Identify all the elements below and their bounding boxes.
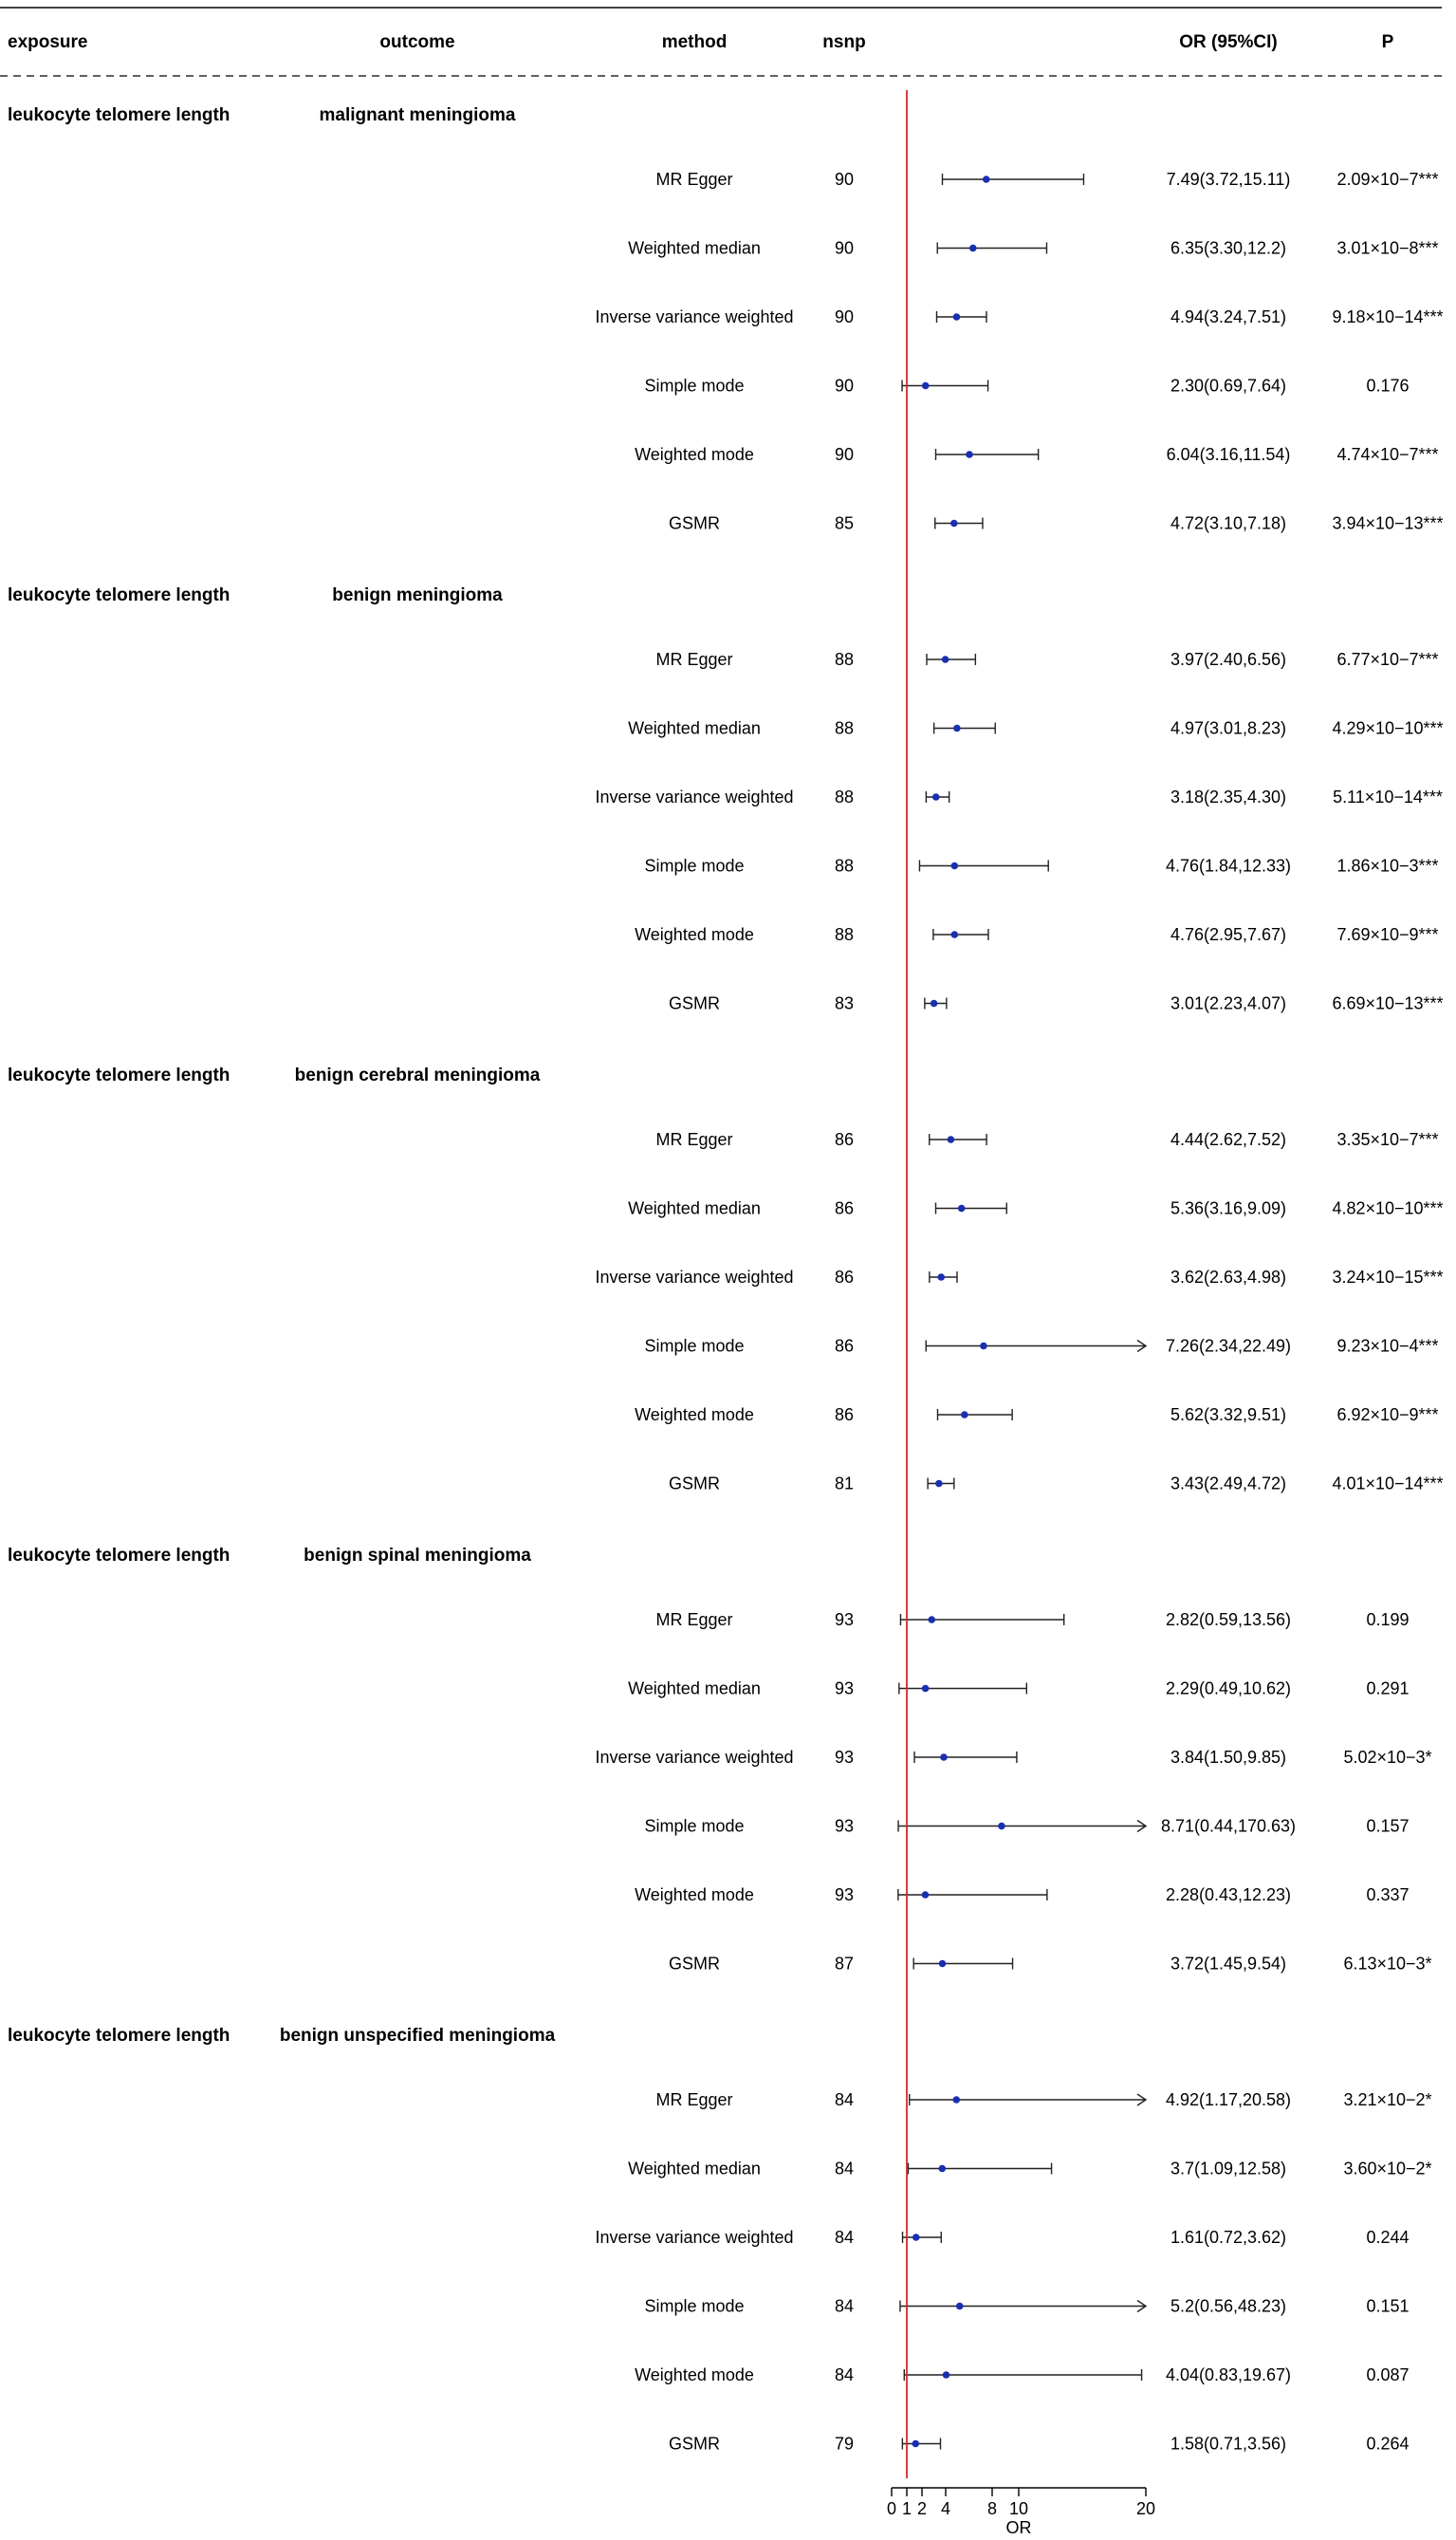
method-label: Simple mode bbox=[644, 376, 745, 396]
or-ci-value: 4.44(2.62,7.52) bbox=[1170, 1130, 1287, 1149]
group-outcome: benign cerebral meningioma bbox=[294, 1066, 541, 1085]
or-ci-value: 4.92(1.17,20.58) bbox=[1165, 2090, 1292, 2109]
method-label: MR Egger bbox=[655, 170, 733, 189]
or-ci-value: 4.97(3.01,8.23) bbox=[1170, 718, 1287, 738]
nsnp-value: 84 bbox=[834, 2159, 855, 2178]
x-tick-label: 10 bbox=[1008, 2499, 1029, 2518]
method-label: MR Egger bbox=[655, 650, 733, 669]
nsnp-value: 86 bbox=[834, 1405, 855, 1424]
or-ci-value: 4.72(3.10,7.18) bbox=[1170, 513, 1287, 533]
table-row bbox=[669, 2435, 1410, 2454]
method-label: Weighted median bbox=[628, 238, 761, 258]
method-label: Weighted median bbox=[628, 1678, 761, 1698]
p-value: 5.02×10−3* bbox=[1343, 1748, 1432, 1767]
table-row bbox=[669, 514, 1444, 533]
method-label: Weighted mode bbox=[635, 1885, 754, 1904]
method-label: Weighted mode bbox=[635, 445, 754, 464]
group-outcome: benign meningioma bbox=[332, 585, 503, 605]
table-row bbox=[635, 1885, 1409, 1904]
or-point bbox=[969, 245, 977, 252]
or-point bbox=[922, 1891, 930, 1899]
nsnp-value: 84 bbox=[834, 2296, 855, 2316]
x-tick-label: 4 bbox=[940, 2499, 951, 2518]
method-label: GSMR bbox=[669, 2434, 720, 2454]
x-axis-label: OR bbox=[1005, 2518, 1032, 2537]
table-row bbox=[644, 1817, 1409, 1836]
or-point bbox=[980, 1343, 987, 1350]
nsnp-value: 84 bbox=[834, 2365, 855, 2384]
or-ci-value: 2.29(0.49,10.62) bbox=[1165, 1678, 1292, 1698]
table-row bbox=[655, 170, 1438, 189]
x-tick-label: 0 bbox=[886, 2499, 897, 2518]
p-value: 0.337 bbox=[1366, 1885, 1410, 1904]
or-ci-value: 2.82(0.59,13.56) bbox=[1165, 1610, 1292, 1629]
table-row bbox=[628, 2160, 1431, 2178]
method-label: Simple mode bbox=[644, 1336, 745, 1356]
or-ci-value: 7.26(2.34,22.49) bbox=[1165, 1336, 1292, 1356]
or-ci-value: 4.94(3.24,7.51) bbox=[1170, 307, 1287, 326]
table-row bbox=[595, 307, 1443, 326]
or-ci-value: 5.36(3.16,9.09) bbox=[1170, 1198, 1287, 1218]
p-value: 3.60×10−2* bbox=[1343, 2159, 1432, 2178]
or-ci-value: 6.35(3.30,12.2) bbox=[1170, 238, 1287, 258]
nsnp-value: 79 bbox=[834, 2434, 855, 2454]
p-value: 9.23×10−4*** bbox=[1336, 1336, 1439, 1356]
or-point bbox=[953, 725, 961, 732]
or-point bbox=[939, 1960, 947, 1968]
nsnp-value: 90 bbox=[834, 238, 855, 258]
or-ci-value: 4.76(1.84,12.33) bbox=[1165, 856, 1292, 876]
method-label: Inverse variance weighted bbox=[595, 788, 794, 806]
method-label: Weighted mode bbox=[635, 925, 754, 944]
nsnp-value: 81 bbox=[834, 1474, 855, 1493]
or-point bbox=[922, 382, 930, 390]
table-row bbox=[635, 2365, 1409, 2384]
or-ci-value: 1.58(0.71,3.56) bbox=[1170, 2434, 1287, 2454]
nsnp-value: 83 bbox=[834, 993, 855, 1013]
p-value: 4.29×10−10*** bbox=[1332, 718, 1444, 738]
table-row bbox=[628, 719, 1443, 738]
method-label: Simple mode bbox=[644, 2296, 745, 2316]
or-point bbox=[938, 2165, 946, 2173]
or-point bbox=[961, 1411, 968, 1418]
or-ci-value: 3.43(2.49,4.72) bbox=[1170, 1474, 1287, 1493]
p-value: 6.69×10−13*** bbox=[1332, 993, 1444, 1013]
table-row bbox=[644, 2297, 1409, 2316]
table-row bbox=[635, 445, 1438, 464]
header-exposure: exposure bbox=[8, 32, 88, 52]
nsnp-value: 86 bbox=[834, 1198, 855, 1218]
group-outcome: benign unspecified meningioma bbox=[279, 2026, 556, 2046]
or-point bbox=[922, 1685, 930, 1693]
or-point bbox=[998, 1823, 1005, 1830]
table-row bbox=[669, 1474, 1444, 1493]
p-value: 3.21×10−2* bbox=[1343, 2090, 1432, 2109]
group-exposure: leukocyte telomere length bbox=[8, 585, 230, 605]
or-point bbox=[943, 2371, 950, 2379]
nsnp-value: 85 bbox=[834, 513, 855, 533]
or-ci-value: 3.84(1.50,9.85) bbox=[1170, 1748, 1287, 1767]
method-label: Weighted median bbox=[628, 2159, 761, 2178]
p-value: 0.151 bbox=[1366, 2296, 1410, 2316]
x-tick-label: 20 bbox=[1135, 2499, 1156, 2518]
or-point bbox=[942, 656, 949, 663]
method-label: MR Egger bbox=[655, 1130, 733, 1149]
nsnp-value: 88 bbox=[834, 788, 855, 806]
group-exposure: leukocyte telomere length bbox=[8, 2026, 230, 2046]
group-exposure: leukocyte telomere length bbox=[8, 1066, 230, 1085]
method-label: Weighted mode bbox=[635, 2365, 754, 2384]
method-label: Inverse variance weighted bbox=[595, 1268, 794, 1287]
or-point bbox=[948, 1136, 955, 1143]
table-row bbox=[628, 1199, 1443, 1218]
p-value: 2.09×10−7*** bbox=[1336, 170, 1439, 189]
table-row bbox=[595, 788, 1442, 806]
or-point bbox=[952, 2096, 960, 2104]
or-point bbox=[951, 862, 959, 870]
nsnp-value: 93 bbox=[834, 1816, 855, 1836]
method-label: Simple mode bbox=[644, 1816, 745, 1836]
p-value: 0.291 bbox=[1366, 1678, 1410, 1698]
group bbox=[8, 105, 1444, 533]
group-exposure: leukocyte telomere length bbox=[8, 105, 230, 125]
or-point bbox=[912, 2440, 919, 2448]
table-row bbox=[655, 650, 1438, 669]
nsnp-value: 84 bbox=[834, 2090, 855, 2109]
header-outcome: outcome bbox=[379, 32, 455, 52]
p-value: 3.35×10−7*** bbox=[1336, 1130, 1439, 1149]
nsnp-value: 90 bbox=[834, 307, 855, 326]
header-p: P bbox=[1381, 32, 1394, 52]
or-ci-value: 4.04(0.83,19.67) bbox=[1165, 2365, 1292, 2384]
method-label: Simple mode bbox=[644, 856, 745, 876]
or-point bbox=[912, 2234, 920, 2241]
nsnp-value: 87 bbox=[834, 1954, 855, 1974]
p-value: 3.24×10−15*** bbox=[1332, 1268, 1444, 1287]
p-value: 6.77×10−7*** bbox=[1336, 650, 1439, 669]
method-label: GSMR bbox=[669, 513, 720, 533]
p-value: 3.94×10−13*** bbox=[1332, 513, 1444, 533]
or-point bbox=[928, 1616, 935, 1623]
nsnp-value: 88 bbox=[834, 718, 855, 738]
table-row bbox=[595, 1748, 1431, 1767]
nsnp-value: 93 bbox=[834, 1885, 855, 1904]
table-row bbox=[669, 1955, 1432, 1974]
method-label: GSMR bbox=[669, 1954, 720, 1974]
header-nsnp: nsnp bbox=[822, 32, 866, 52]
nsnp-value: 86 bbox=[834, 1130, 855, 1149]
x-tick-label: 2 bbox=[916, 2499, 928, 2518]
table-row bbox=[655, 1130, 1438, 1149]
or-ci-value: 3.62(2.63,4.98) bbox=[1170, 1268, 1287, 1287]
nsnp-value: 93 bbox=[834, 1748, 855, 1767]
table-row bbox=[669, 994, 1444, 1013]
group bbox=[8, 585, 1444, 1013]
group bbox=[8, 1546, 1432, 1974]
or-point bbox=[983, 176, 990, 183]
nsnp-value: 84 bbox=[834, 2228, 855, 2247]
or-point bbox=[940, 1753, 948, 1761]
p-value: 4.01×10−14*** bbox=[1332, 1474, 1444, 1493]
nsnp-value: 88 bbox=[834, 925, 855, 944]
nsnp-value: 93 bbox=[834, 1610, 855, 1629]
or-ci-value: 2.28(0.43,12.23) bbox=[1165, 1885, 1292, 1904]
header-or-ci: OR (95%CI) bbox=[1179, 32, 1278, 52]
method-label: Weighted median bbox=[628, 718, 761, 738]
or-ci-value: 6.04(3.16,11.54) bbox=[1166, 445, 1291, 464]
or-ci-value: 3.72(1.45,9.54) bbox=[1170, 1954, 1287, 1974]
p-value: 5.11×10−14*** bbox=[1333, 788, 1443, 806]
table-row bbox=[655, 1610, 1409, 1629]
or-ci-value: 5.2(0.56,48.23) bbox=[1170, 2296, 1287, 2316]
or-point bbox=[966, 451, 973, 458]
table-row bbox=[628, 1679, 1409, 1698]
p-value: 7.69×10−9*** bbox=[1336, 925, 1439, 944]
or-ci-value: 7.49(3.72,15.11) bbox=[1166, 170, 1291, 189]
method-label: Weighted mode bbox=[635, 1405, 754, 1424]
or-point bbox=[956, 2303, 964, 2310]
method-label: GSMR bbox=[669, 1474, 720, 1493]
method-label: MR Egger bbox=[655, 2090, 733, 2109]
or-ci-value: 5.62(3.32,9.51) bbox=[1170, 1405, 1287, 1424]
method-label: GSMR bbox=[669, 993, 720, 1013]
table-row bbox=[644, 1337, 1438, 1356]
or-ci-value: 3.01(2.23,4.07) bbox=[1170, 993, 1287, 1013]
x-tick-label: 1 bbox=[901, 2499, 912, 2518]
p-value: 9.18×10−14*** bbox=[1332, 307, 1444, 326]
p-value: 0.264 bbox=[1366, 2434, 1410, 2454]
method-label: Inverse variance weighted bbox=[595, 1748, 794, 1767]
or-point bbox=[953, 313, 961, 321]
method-label: Inverse variance weighted bbox=[595, 2228, 794, 2247]
p-value: 0.157 bbox=[1366, 1816, 1410, 1836]
header-method: method bbox=[661, 32, 728, 52]
or-point bbox=[951, 931, 959, 938]
method-label: Weighted median bbox=[628, 1198, 761, 1218]
table-row bbox=[655, 2090, 1431, 2109]
or-ci-value: 3.7(1.09,12.58) bbox=[1170, 2159, 1287, 2178]
nsnp-value: 88 bbox=[834, 856, 855, 876]
x-tick-label: 8 bbox=[986, 2499, 998, 2518]
or-point bbox=[958, 1205, 966, 1213]
table-row bbox=[644, 377, 1409, 396]
p-value: 6.13×10−3* bbox=[1343, 1954, 1432, 1974]
method-label: Inverse variance weighted bbox=[595, 307, 794, 326]
p-value: 3.01×10−8*** bbox=[1336, 238, 1439, 258]
or-point bbox=[932, 793, 940, 801]
method-label: MR Egger bbox=[655, 1610, 733, 1629]
header-row bbox=[8, 32, 1394, 52]
or-ci-value: 1.61(0.72,3.62) bbox=[1170, 2228, 1287, 2247]
nsnp-value: 86 bbox=[834, 1268, 855, 1287]
or-ci-value: 3.97(2.40,6.56) bbox=[1170, 650, 1287, 669]
nsnp-value: 90 bbox=[834, 170, 855, 189]
table-row bbox=[595, 2228, 1409, 2247]
table-row bbox=[635, 1405, 1438, 1424]
p-value: 0.176 bbox=[1366, 376, 1410, 396]
p-value: 1.86×10−3*** bbox=[1336, 856, 1439, 876]
p-value: 0.199 bbox=[1366, 1610, 1410, 1629]
p-value: 0.244 bbox=[1366, 2228, 1410, 2247]
p-value: 6.92×10−9*** bbox=[1336, 1405, 1439, 1424]
table-row bbox=[644, 857, 1438, 876]
nsnp-value: 86 bbox=[834, 1336, 855, 1356]
group bbox=[8, 2026, 1432, 2454]
nsnp-value: 90 bbox=[834, 445, 855, 464]
table-body bbox=[8, 90, 1444, 2478]
or-ci-value: 8.71(0.44,170.63) bbox=[1160, 1816, 1297, 1836]
group-outcome: benign spinal meningioma bbox=[304, 1546, 531, 1566]
group-outcome: malignant meningioma bbox=[319, 105, 516, 125]
group bbox=[8, 1066, 1444, 1493]
p-value: 4.82×10−10*** bbox=[1332, 1198, 1444, 1218]
p-value: 4.74×10−7*** bbox=[1336, 445, 1439, 464]
table-row bbox=[628, 239, 1438, 258]
nsnp-value: 93 bbox=[834, 1678, 855, 1698]
or-point bbox=[931, 1000, 938, 1008]
or-point bbox=[935, 1480, 943, 1488]
or-point bbox=[937, 1273, 945, 1281]
or-ci-value: 4.76(2.95,7.67) bbox=[1170, 925, 1287, 944]
nsnp-value: 90 bbox=[834, 376, 855, 396]
group-exposure: leukocyte telomere length bbox=[8, 1546, 230, 1566]
x-axis bbox=[887, 2488, 1155, 2537]
or-point bbox=[950, 520, 958, 528]
table-row bbox=[595, 1268, 1443, 1287]
or-ci-value: 3.18(2.35,4.30) bbox=[1170, 788, 1287, 806]
p-value: 0.087 bbox=[1366, 2365, 1410, 2384]
nsnp-value: 88 bbox=[834, 650, 855, 669]
or-ci-value: 2.30(0.69,7.64) bbox=[1170, 376, 1287, 396]
table-row bbox=[635, 925, 1438, 944]
